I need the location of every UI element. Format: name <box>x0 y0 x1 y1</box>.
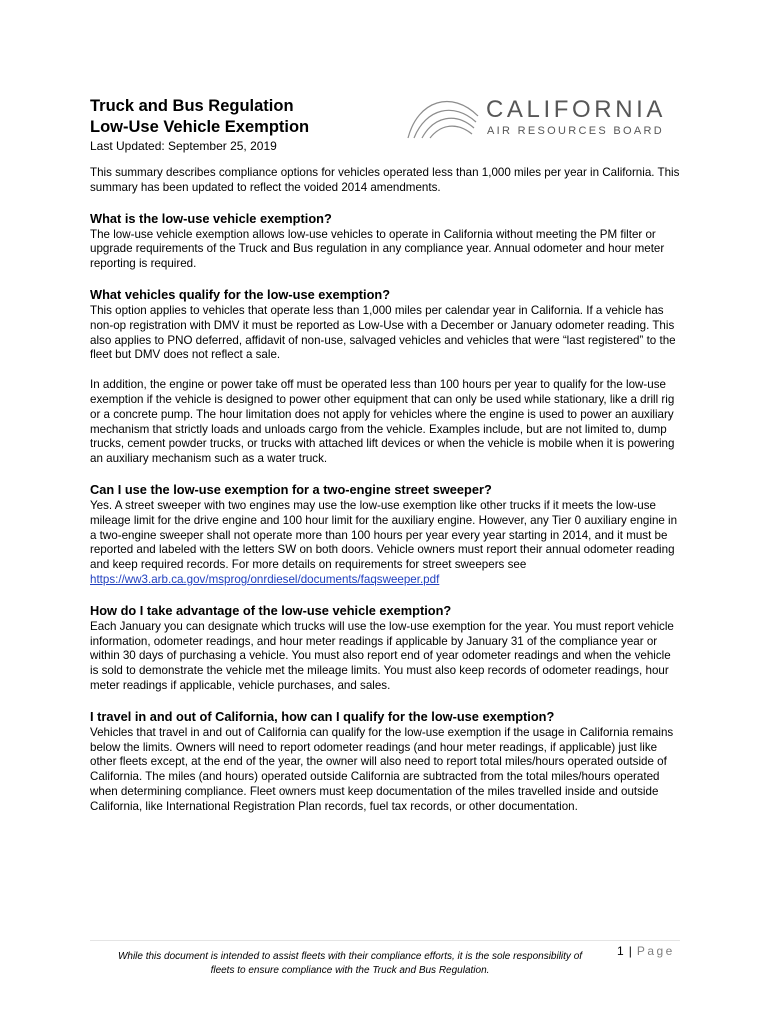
section-paragraph: In addition, the engine or power take off must be operated less than 100 hours per year to qualify for the low-use exemption if the vehicle is designed to power other equipment that can only be used while stationary, like a drill rig or a concrete pump. The hour limitation does not apply for vehicles where the engine is used to power an auxiliary mechanism that strictly loads and unloads cargo from the vehicle. Examples include, but are not limited to, dump trucks, cement powder trucks, or trucks with attached lift devices or when the vehicle is mobile when it is powering an auxiliary mechanism such as a water truck. <box>90 378 675 466</box>
page-number-separator: | <box>628 944 632 958</box>
section-heading: I travel in and out of California, how can I qualify for the low-use exemption? <box>90 708 555 724</box>
section-out-of-state <box>90 709 680 815</box>
intro-paragraph: This summary describes compliance options for vehicles operated less than 1,000 miles per year in California. This summary has been updated to reflect the voided 2014 amendments. <box>90 166 680 194</box>
section-how-to <box>90 603 680 694</box>
faq-sweeper-link[interactable]: https://ww3.arb.ca.gov/msprog/onrdiesel/documents/faqsweeper.pdf <box>90 572 440 586</box>
document-body <box>90 166 680 815</box>
footer-divider <box>90 940 680 941</box>
document-title-line2: Low-Use Vehicle Exemption <box>90 118 310 136</box>
footer-disclaimer: While this document is intended to assist fleets with their compliance efforts, it is the sole responsibility of fleets to ensure compliance with the Truck and Bus Regulation. <box>117 951 583 976</box>
carb-logo <box>404 92 684 142</box>
document-header <box>90 96 680 156</box>
section-street-sweeper <box>90 482 680 588</box>
title-block <box>90 96 309 154</box>
section-paragraph <box>90 499 680 588</box>
page-label: Page <box>636 944 675 958</box>
page-number-value: 1 <box>617 944 624 958</box>
section-paragraph: Vehicles that travel in and out of California can qualify for the low-use exemption if the usage in California remains below the limits. Owners will need to report odometer readings (and hour meter readings, if applicable) just like other fleets except, at the end of the year, the owner will also need to report total miles/hours operated outside of California. The miles (and hours) operated outside California are subtracted from the total miles/hours operated when determining compliance. Fleet owners must keep documentation of the miles travelled inside and outside California, like International Registration Plan records, fuel tax records, or other documentation. <box>90 725 674 813</box>
section-paragraph: This option applies to vehicles that operate less than 1,000 miles per calendar year in California. If a vehicle has non-op registration with DMV it must be reported as Low-Use with a December or January odometer reading. This also applies to PNO deferred, affidavit of non-use, salvaged vehicles and vehicles that were “last registered” to the fleet but DMV does not reflect a sale. <box>90 303 676 362</box>
logo-subtitle: AIR RESOURCES BOARD <box>487 125 664 137</box>
section-heading: What vehicles qualify for the low-use exemption? <box>90 286 391 302</box>
last-updated-date: Last Updated: September 25, 2019 <box>90 139 277 153</box>
document-title-line1: Truck and Bus Regulation <box>90 97 294 115</box>
logo-wordmark: CALIFORNIA <box>486 96 667 123</box>
section-heading: How do I take advantage of the low-use vehicle exemption? <box>90 602 452 618</box>
section-heading: Can I use the low-use exemption for a two-engine street sweeper? <box>90 481 492 497</box>
section-qualify <box>90 287 680 467</box>
sweeper-paragraph-text: Yes. A street sweeper with two engines may use the low-use exemption like other trucks if it meets the low-use mileage limit for the drive engine and 100 hour limit for the auxiliary engine. However, any Tier 0 auxiliary engine in a two-engine sweeper shall not operate more than 100 hours per year every year starting in 2014, and it must be reported and labeled with the letters SW on both doors. Vehicle owners must report their annual odometer reading and keep required records. For more details on requirements for street sweepers see <box>90 498 678 572</box>
section-paragraph: The low-use vehicle exemption allows low-use vehicles to operate in California without meeting the PM filter or upgrade requirements of the Truck and Bus regulation in any compliance year. Annual odometer and hour meter reporting is required. <box>90 227 665 271</box>
carb-arc-icon <box>404 92 484 142</box>
section-what-is <box>90 211 680 272</box>
section-heading: What is the low-use vehicle exemption? <box>90 210 332 226</box>
section-paragraph: Each January you can designate which trucks will use the low-use exemption for the year. You must report vehicle information, odometer readings, and hour meter readings if applicable by January 31 of the compliance year or within 30 days of purchasing a vehicle. You must also report end of year odometer readings and when the vehicle is sold to demonstrate the vehicle met the mileage limits. You must also keep records of odometer readings, hour meter readings if applicable, vehicle purchases, and sales. <box>90 619 674 692</box>
page-number <box>617 944 675 958</box>
